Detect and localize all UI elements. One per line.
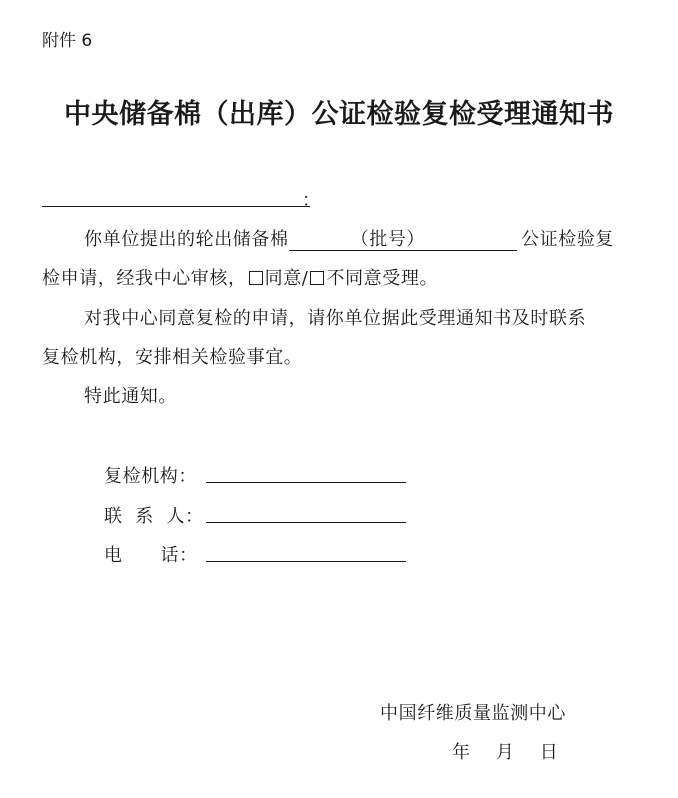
addressee-blank-line	[42, 206, 310, 207]
addressee-colon: ：	[302, 190, 321, 211]
paragraph-1-text-b: 公证检验复	[521, 229, 615, 250]
paragraph-1-text-c: 检申请，经我中心审核，	[42, 268, 247, 289]
issuer-name: 中国纤维质量监测中心	[380, 703, 566, 724]
phone-label: 电 话：	[104, 545, 198, 566]
disagree-checkbox[interactable]	[310, 271, 324, 285]
batch-blank-b	[425, 229, 517, 251]
agency-label: 复检机构：	[104, 466, 197, 487]
agree-label: 同意/	[264, 268, 309, 289]
issue-date: 年 月 日	[452, 742, 559, 763]
paragraph-2-line-2: 复检机构，安排相关检验事宜。	[42, 347, 303, 368]
paragraph-1-text-a: 你单位提出的轮出储备棉	[84, 229, 289, 250]
paragraph-1-line-2	[42, 264, 438, 290]
contact-person-field-line[interactable]	[206, 522, 406, 523]
phone-field-line[interactable]	[206, 561, 406, 562]
disagree-label: 不同意受理。	[326, 268, 439, 289]
batch-blank-a	[289, 229, 351, 251]
paragraph-2-line-1: 对我中心同意复检的申请，请你单位据此受理通知书及时联系	[84, 308, 587, 329]
attachment-label: 附件 6	[42, 31, 93, 51]
agree-checkbox[interactable]	[249, 271, 263, 285]
contact-person-label: 联 系 人：	[104, 506, 204, 527]
document-title: 中央储备棉（出库）公证检验复检受理通知书	[64, 99, 614, 130]
agency-field-line[interactable]	[206, 482, 406, 483]
paragraph-3: 特此通知。	[84, 386, 177, 407]
paragraph-1-line-1	[84, 225, 614, 251]
batch-number-label: （批号）	[350, 229, 426, 250]
